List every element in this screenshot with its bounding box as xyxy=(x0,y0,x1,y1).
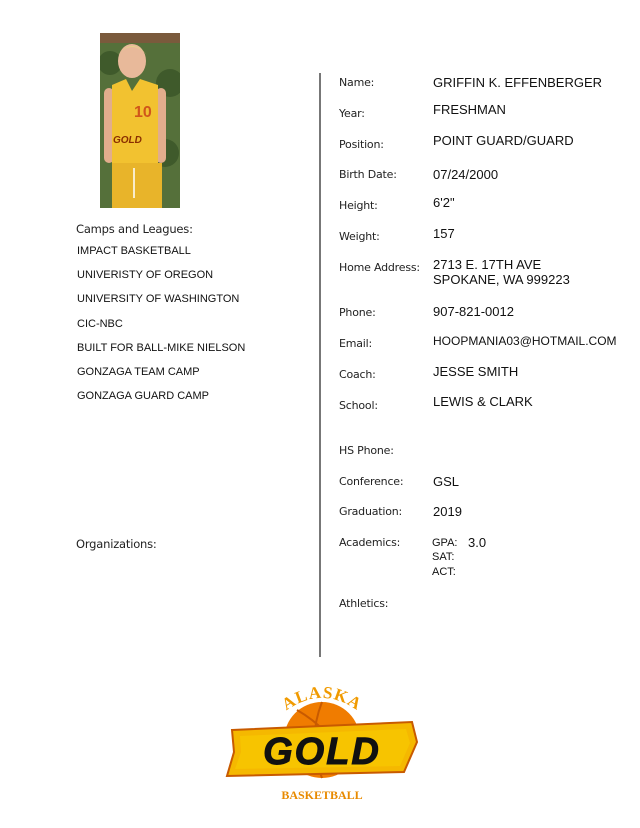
camp-item: GONZAGA TEAM CAMP xyxy=(77,366,200,378)
column-divider xyxy=(319,73,321,657)
athletics-label: Athletics: xyxy=(339,597,389,610)
name-label: Name: xyxy=(339,76,375,89)
svg-text:GOLD: GOLD xyxy=(263,731,381,773)
home-address-line1: 2713 E. 17TH AVE xyxy=(433,257,542,272)
conference-value: GSL xyxy=(433,474,460,489)
graduation-label: Graduation: xyxy=(339,505,403,518)
svg-text:ALASKA: ALASKA xyxy=(278,682,366,714)
academics-label: Academics: xyxy=(339,536,401,549)
gpa-label: GPA: xyxy=(432,537,458,549)
height-value: 6'2" xyxy=(433,195,455,210)
home-address-line2: SPOKANE, WA 999223 xyxy=(433,272,570,287)
alaska-gold-basketball-logo xyxy=(222,680,422,805)
birth-date-label: Birth Date: xyxy=(339,168,397,181)
email-value: HOOPMANIA03@HOTMAIL.COM xyxy=(433,334,617,348)
camp-item: BUILT FOR BALL-MIKE NIELSON xyxy=(77,342,246,354)
sat-label: SAT: xyxy=(432,551,455,563)
camp-item: IMPACT BASKETBALL xyxy=(77,245,191,257)
conference-label: Conference: xyxy=(339,475,404,488)
coach-value: JESSE SMITH xyxy=(433,364,519,379)
player-photo xyxy=(100,33,180,208)
year-label: Year: xyxy=(339,107,365,120)
act-label: ACT: xyxy=(432,566,456,578)
hs-phone-label: HS Phone: xyxy=(339,444,394,457)
graduation-value: 2019 xyxy=(433,504,462,519)
coach-label: Coach: xyxy=(339,368,376,381)
email-label: Email: xyxy=(339,337,373,350)
height-label: Height: xyxy=(339,199,378,212)
phone-label: Phone: xyxy=(339,306,376,319)
camp-item: UNIVERSITY OF WASHINGTON xyxy=(77,293,240,305)
camps-heading: Camps and Leagues: xyxy=(76,222,193,236)
gpa-value: 3.0 xyxy=(468,535,487,550)
position-value: POINT GUARD/GUARD xyxy=(433,133,574,148)
svg-text:GOLD: GOLD xyxy=(113,135,142,146)
home-address-label: Home Address: xyxy=(339,261,420,274)
svg-text:BASKETBALL: BASKETBALL xyxy=(281,788,363,802)
phone-value: 907-821-0012 xyxy=(433,304,514,319)
year-value: FRESHMAN xyxy=(433,102,506,117)
camp-item: UNIVERISTY OF OREGON xyxy=(77,269,214,281)
organizations-heading: Organizations: xyxy=(76,537,157,551)
camp-item: CIC-NBC xyxy=(77,318,123,330)
name-value: GRIFFIN K. EFFENBERGER xyxy=(433,75,603,90)
school-value: LEWIS & CLARK xyxy=(433,394,533,409)
weight-label: Weight: xyxy=(339,230,380,243)
camp-item: GONZAGA GUARD CAMP xyxy=(77,390,210,402)
weight-value: 157 xyxy=(433,226,455,241)
school-label: School: xyxy=(339,399,378,412)
position-label: Position: xyxy=(339,138,384,151)
birth-date-value: 07/24/2000 xyxy=(433,167,499,182)
svg-text:10: 10 xyxy=(134,104,152,121)
